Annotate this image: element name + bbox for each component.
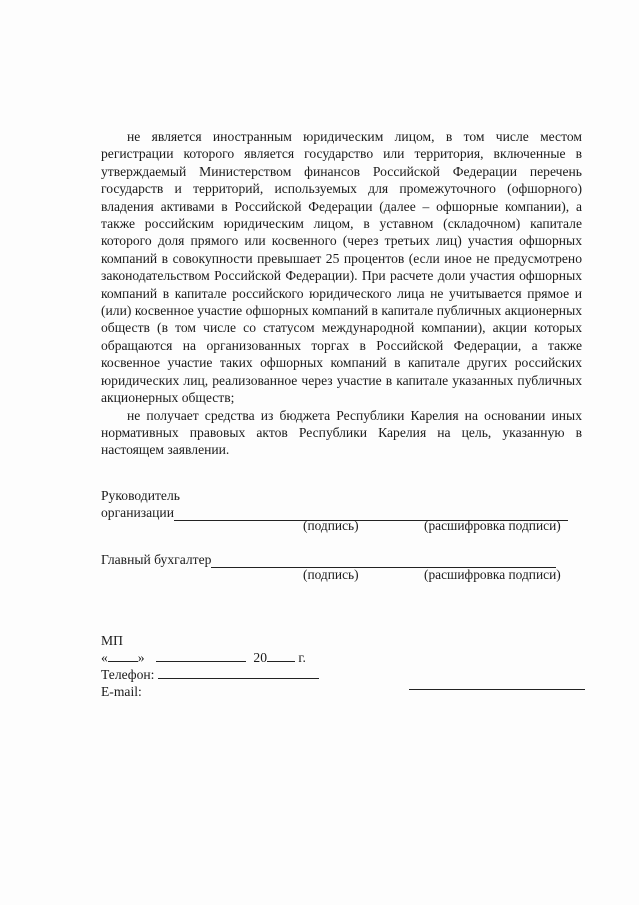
email-field[interactable] (409, 677, 585, 690)
head-signature-block (101, 487, 568, 521)
head-caption-sign: (подпись) (303, 518, 359, 533)
date-year-prefix: 20 (253, 650, 267, 665)
phone-field[interactable] (158, 666, 319, 679)
declaration-text (101, 128, 582, 459)
phone-label: Телефон: (101, 667, 155, 682)
email-label: E-mail: (101, 684, 142, 699)
date-quote-close: » (137, 650, 145, 665)
paragraph-budget-funds: не получает средства из бюджета Республики Карелия на основании иных нормативных правовых актов Республики Карелия на цель, указанную в настоящем заявлении. (101, 407, 582, 458)
stamp-place-label: МП (101, 633, 123, 648)
phone-row (101, 666, 319, 683)
head-label-line1: Руководитель (101, 488, 180, 503)
date-day-field[interactable] (108, 649, 138, 662)
date-quote-open: « (101, 650, 108, 665)
accountant-caption-decode: (расшифровка подписи) (424, 567, 561, 582)
head-label-line2: организации (101, 505, 174, 520)
date-year-field[interactable] (267, 649, 295, 662)
date-row (101, 649, 306, 666)
head-caption-decode: (расшифровка подписи) (424, 518, 561, 533)
email-row (101, 683, 142, 700)
accountant-signature-block (101, 551, 556, 568)
date-year-suffix: г. (298, 650, 306, 665)
accountant-label: Главный бухгалтер (101, 552, 212, 567)
paragraph-offshore: не является иностранным юридическим лицом, в том числе местом регистрации которого является государство или территория, включенные в утверждаемый Министерством финансов Российской Федерации перечень государств и территорий, используемых для промежуточного (офшорного) владения активами в Российской Федерации (далее – офшорные компании), а также российским юридическим лицом, в уставном (складочном) капитале которого доля прямого или косвенного (через третьих лиц) участия офшорных компаний в совокупности превышает 25 процентов (если иное не предусмотрено законодательством Российской Федерации). При расчете доли участия офшорных компаний в капитале российского юридического лица не учитывается прямое и (или) косвенное участие офшорных компаний в капитале публичных акционерных обществ (в том числе со статусом международной компании), акции которых обращаются на организованных торгах в Российской Федерации, а также косвенное участие таких офшорных компаний в капитале других российских юридических лиц, реализованное через участие в капитале указанных публичных акционерных обществ; (101, 129, 582, 406)
date-month-field[interactable] (156, 649, 246, 662)
accountant-caption-sign: (подпись) (303, 567, 359, 582)
